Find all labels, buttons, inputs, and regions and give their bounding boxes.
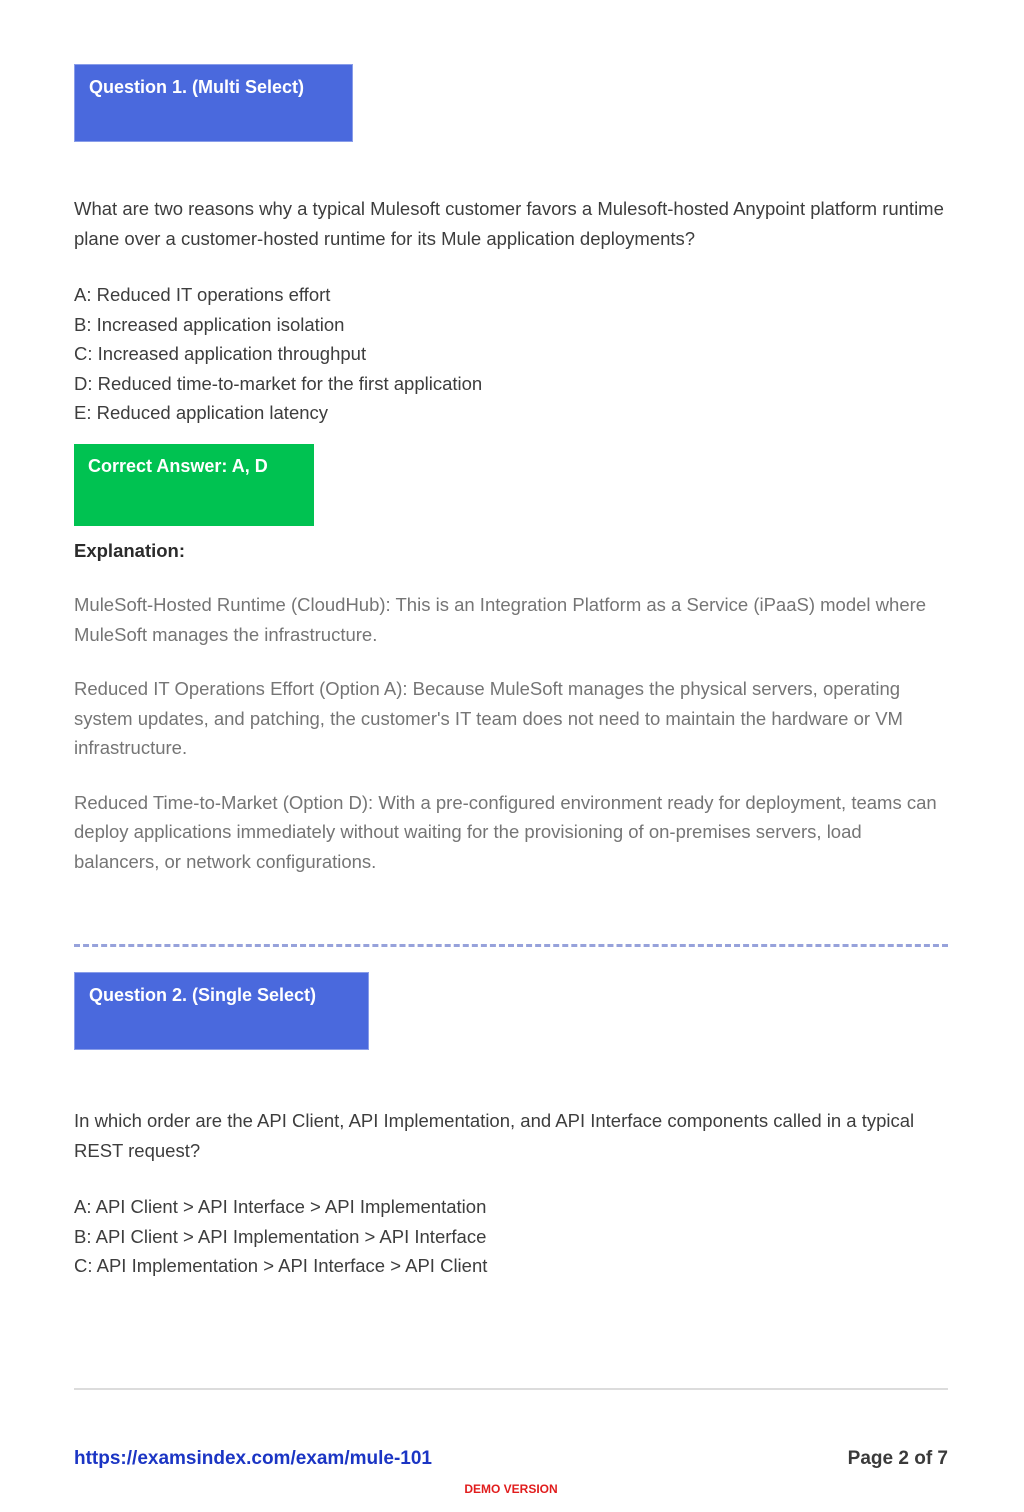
question-1-option-c: C: Increased application throughput [74,343,367,364]
question-2-options [74,1192,948,1281]
question-1-badge: Question 1. (Multi Select) [74,64,353,142]
explanation-heading: Explanation: [74,539,186,561]
question-2-badge: Question 2. (Single Select) [74,972,369,1050]
correct-answer-badge: Correct Answer: A, D [74,444,314,526]
question-2-option-a: A: API Client > API Interface > API Implementation [74,1196,487,1217]
page-footer [74,1388,948,1496]
footer-row [74,1448,948,1470]
footer-divider-line [74,1388,948,1390]
question-1-option-d: D: Reduced time-to-market for the first application [74,372,483,394]
question-1-text: What are two reasons why a typical Mulesoft customer favors a Mulesoft-hosted Anypoint platform runtime plane over a customer-hosted runtime for its Mule application deployments? [74,198,944,249]
question-2-text: In which order are the API Client, API Implementation, and API Interface components called in a typical REST request? [74,1110,915,1161]
question-1-options [74,280,948,428]
explanation-paragraph-2: Reduced IT Operations Effort (Option A): Because MuleSoft manages the physical servers, operating system updates, and patching, the customer's IT team does not need to maintain the hardware or VM infrastructure. [74,678,903,758]
question-2-option-c: C: API Implementation > API Interface > API Client [74,1255,488,1276]
question-separator-dashed-line [74,944,948,947]
exam-document-page [0,64,1024,1512]
explanation-paragraph-1: MuleSoft-Hosted Runtime (CloudHub): This is an Integration Platform as a Service (iPaaS) model where MuleSoft manages the infrastructure. [74,594,927,645]
question-1-option-a: A: Reduced IT operations effort [74,284,331,305]
question-1-option-e: E: Reduced application latency [74,402,329,423]
exam-url-link[interactable]: https://examsindex.com/exam/mule-101 [74,1448,432,1469]
question-2-option-b: B: API Client > API Implementation > API Interface [74,1225,487,1247]
page-content [0,64,1024,1281]
question-1-option-b: B: Increased application isolation [74,313,345,335]
page-number-indicator: Page 2 of 7 [847,1448,948,1469]
explanation-paragraph-3: Reduced Time-to-Market (Option D): With a pre-configured environment ready for deployment, teams can deploy applications immediately without waiting for the provisioning of on-premises servers, load balancers, or network configurations. [74,791,937,872]
demo-version-watermark: DEMO VERSION [464,1482,558,1496]
